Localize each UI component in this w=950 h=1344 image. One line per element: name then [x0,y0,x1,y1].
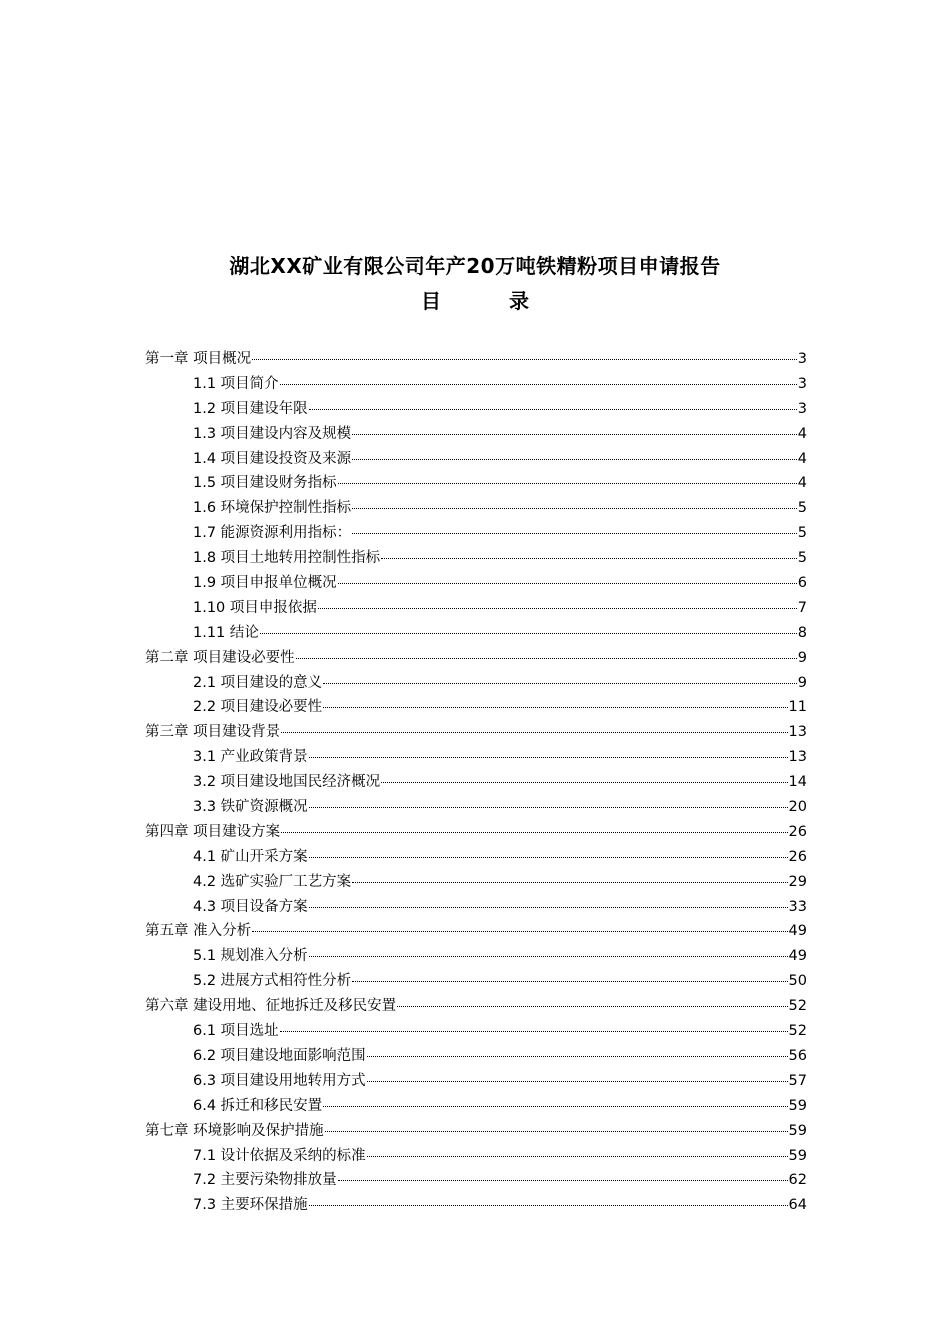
toc-entry-label: 6.1 项目选址 [193,1023,279,1040]
toc-entry-label: 1.6 环境保护控制性指标 [193,500,352,517]
toc-entry-page-number: 9 [797,649,807,666]
toc-dot-leader [352,532,797,534]
toc-entry-label: 6.3 项目建设用地转用方式 [193,1072,366,1089]
toc-section-entry[interactable] [145,372,807,397]
toc-entry-label: 1.5 项目建设财务指标 [193,475,337,492]
toc-section-entry[interactable] [145,870,807,895]
toc-entry-label: 3.3 铁矿资源概况 [193,799,308,816]
toc-entry-label: 6.2 项目建设地面影响范围 [193,1047,366,1064]
toc-section-entry[interactable] [145,471,807,496]
toc-dot-leader [252,930,787,932]
toc-dot-leader [352,433,797,435]
toc-section-entry[interactable] [145,745,807,770]
toc-entry-page-number: 4 [797,425,807,442]
toc-chapter-entry[interactable] [145,820,807,845]
toc-entry-page-number: 7 [797,599,807,616]
toc-section-entry[interactable] [145,447,807,472]
toc-dot-leader [367,1080,788,1082]
toc-section-entry[interactable] [145,571,807,596]
toc-dot-leader [367,1155,788,1157]
toc-dot-leader [352,458,797,460]
toc-entry-page-number: 3 [797,351,807,367]
toc-entry-page-number: 3 [797,400,807,417]
toc-section-entry[interactable] [145,1069,807,1094]
toc-section-entry[interactable] [145,1019,807,1044]
toc-entry-label: 第二章 项目建设必要性 [145,649,295,666]
toc-dot-leader [260,632,797,634]
toc-heading-char-2: 录 [509,289,529,313]
toc-entry-label: 第四章 项目建设方案 [145,823,281,840]
toc-entry-label: 4.2 选矿实验厂工艺方案 [193,873,352,890]
toc-section-entry[interactable] [145,895,807,920]
toc-entry-label: 2.2 项目建设必要性 [193,699,323,716]
toc-dot-leader [323,682,797,684]
toc-section-entry[interactable] [145,596,807,621]
toc-section-entry[interactable] [145,845,807,870]
toc-entry-page-number: 14 [788,774,807,791]
toc-entry-page-number: 6 [797,575,807,592]
toc-dot-leader [309,1204,788,1206]
toc-section-entry[interactable] [145,621,807,646]
toc-section-entry[interactable] [145,969,807,994]
toc-chapter-entry[interactable] [145,347,807,372]
toc-dot-leader [281,831,787,833]
toc-entry-label: 2.1 项目建设的意义 [193,674,323,691]
toc-entry-label: 1.7 能源资源利用指标： [193,525,352,542]
toc-entry-page-number: 5 [797,550,807,567]
toc-entry-page-number: 59 [788,1147,807,1164]
toc-dot-leader [309,856,788,858]
toc-entry-page-number: 4 [797,450,807,467]
toc-entry-label: 5.2 进展方式相符性分析 [193,973,352,990]
toc-dot-leader [309,408,797,410]
toc-entry-label: 第一章 项目概况 [145,351,252,367]
toc-dot-leader [323,706,787,708]
toc-section-entry[interactable] [145,1168,807,1193]
toc-entry-page-number: 59 [788,1097,807,1114]
toc-dot-leader [381,781,787,783]
toc-entry-page-number: 50 [788,973,807,990]
toc-dot-leader [338,582,797,584]
toc-chapter-entry[interactable] [145,1119,807,1144]
toc-dot-leader [281,731,787,733]
toc-entry-page-number: 52 [788,998,807,1015]
toc-entry-page-number: 29 [788,873,807,890]
toc-entry-page-number: 20 [788,799,807,816]
toc-dot-leader [352,980,787,982]
toc-entry-label: 3.2 项目建设地国民经济概况 [193,774,381,791]
toc-section-entry[interactable] [145,1044,807,1069]
toc-entry-page-number: 5 [797,525,807,542]
toc-entry-label: 7.2 主要污染物排放量 [193,1172,337,1189]
toc-section-entry[interactable] [145,1193,807,1218]
toc-entry-page-number: 26 [788,848,807,865]
toc-entry-page-number: 59 [788,1122,807,1139]
toc-dot-leader [309,806,788,808]
toc-entry-label: 1.1 项目简介 [193,375,279,392]
toc-entry-page-number: 33 [788,898,807,915]
toc-entry-label: 7.1 设计依据及采纳的标准 [193,1147,366,1164]
toc-dot-leader [296,657,797,659]
toc-dot-leader [309,955,788,957]
toc-entry-label: 7.3 主要环保措施 [193,1197,308,1214]
toc-entry-page-number: 57 [788,1072,807,1089]
toc-entry-page-number: 56 [788,1047,807,1064]
toc-entry-label: 第六章 建设用地、征地拆迁及移民安置 [145,998,397,1015]
toc-entry-label: 1.8 项目土地转用控制性指标 [193,550,381,567]
toc-entry-page-number: 52 [788,1023,807,1040]
toc-dot-leader [352,507,797,509]
toc-section-entry[interactable] [145,770,807,795]
toc-section-entry[interactable] [145,1094,807,1119]
toc-entry-page-number: 26 [788,823,807,840]
toc-chapter-entry[interactable] [145,646,807,671]
toc-section-entry[interactable] [145,496,807,521]
toc-entry-page-number: 62 [788,1172,807,1189]
toc-section-entry[interactable] [145,521,807,546]
toc-entry-page-number: 11 [788,699,807,716]
toc-section-entry[interactable] [145,695,807,720]
toc-dot-leader [381,557,797,559]
toc-entry-label: 1.2 项目建设年限 [193,400,308,417]
toc-chapter-entry[interactable] [145,994,807,1019]
toc-entry-page-number: 9 [797,674,807,691]
toc-entry-label: 第五章 准入分析 [145,923,252,940]
toc-section-entry[interactable] [145,422,807,447]
toc-dot-leader [280,383,797,385]
toc-entry-label: 1.4 项目建设投资及来源 [193,450,352,467]
toc-entry-page-number: 8 [797,624,807,641]
toc-section-entry[interactable] [145,546,807,571]
toc-entry-label: 6.4 拆迁和移民安置 [193,1097,323,1114]
toc-section-entry[interactable] [145,671,807,696]
toc-entry-page-number: 13 [788,749,807,766]
toc-dot-leader [325,1130,788,1132]
toc-entry-page-number: 49 [788,923,807,940]
toc-dot-leader [252,358,797,360]
toc-entry-label: 5.1 规划准入分析 [193,948,308,965]
toc-entry-label: 1.9 项目申报单位概况 [193,575,337,592]
toc-section-entry[interactable] [145,944,807,969]
toc-entry-label: 4.3 项目设备方案 [193,898,308,915]
toc-dot-leader [352,881,787,883]
toc-entry-page-number: 4 [797,475,807,492]
toc-dot-leader [309,906,788,908]
toc-dot-leader [318,607,797,609]
toc-dot-leader [367,1055,788,1057]
toc-dot-leader [397,1005,787,1007]
toc-entry-label: 第三章 项目建设背景 [145,724,281,741]
toc-entry-label: 1.3 项目建设内容及规模 [193,425,352,442]
toc-entry-page-number: 13 [788,724,807,741]
toc-chapter-entry[interactable] [145,720,807,745]
toc-entry-label: 3.1 产业政策背景 [193,749,308,766]
toc-entry-page-number: 49 [788,948,807,965]
toc-section-entry[interactable] [145,397,807,422]
toc-entry-label: 第七章 环境影响及保护措施 [145,1122,324,1139]
toc-dot-leader [280,1030,788,1032]
toc-heading [0,286,950,316]
toc-section-entry[interactable] [145,1144,807,1169]
toc-section-entry[interactable] [145,795,807,820]
toc-entry-page-number: 64 [788,1197,807,1214]
toc-entry-label: 4.1 矿山开采方案 [193,848,308,865]
toc-entry-label: 1.11 结论 [193,624,259,641]
toc-heading-char-1: 目 [421,289,441,313]
toc-dot-leader [338,1179,788,1181]
toc-dot-leader [309,756,788,758]
toc-entry-page-number: 5 [797,500,807,517]
toc-entry-label: 1.10 项目申报依据 [193,599,317,616]
toc-dot-leader [338,482,797,484]
toc-chapter-entry[interactable] [145,919,807,944]
document-title: 湖北XX矿业有限公司年产20万吨铁精粉项目申请报告 [229,254,721,278]
toc-dot-leader [323,1105,787,1107]
toc-entry-page-number: 3 [797,375,807,392]
table-of-contents [145,347,807,1218]
